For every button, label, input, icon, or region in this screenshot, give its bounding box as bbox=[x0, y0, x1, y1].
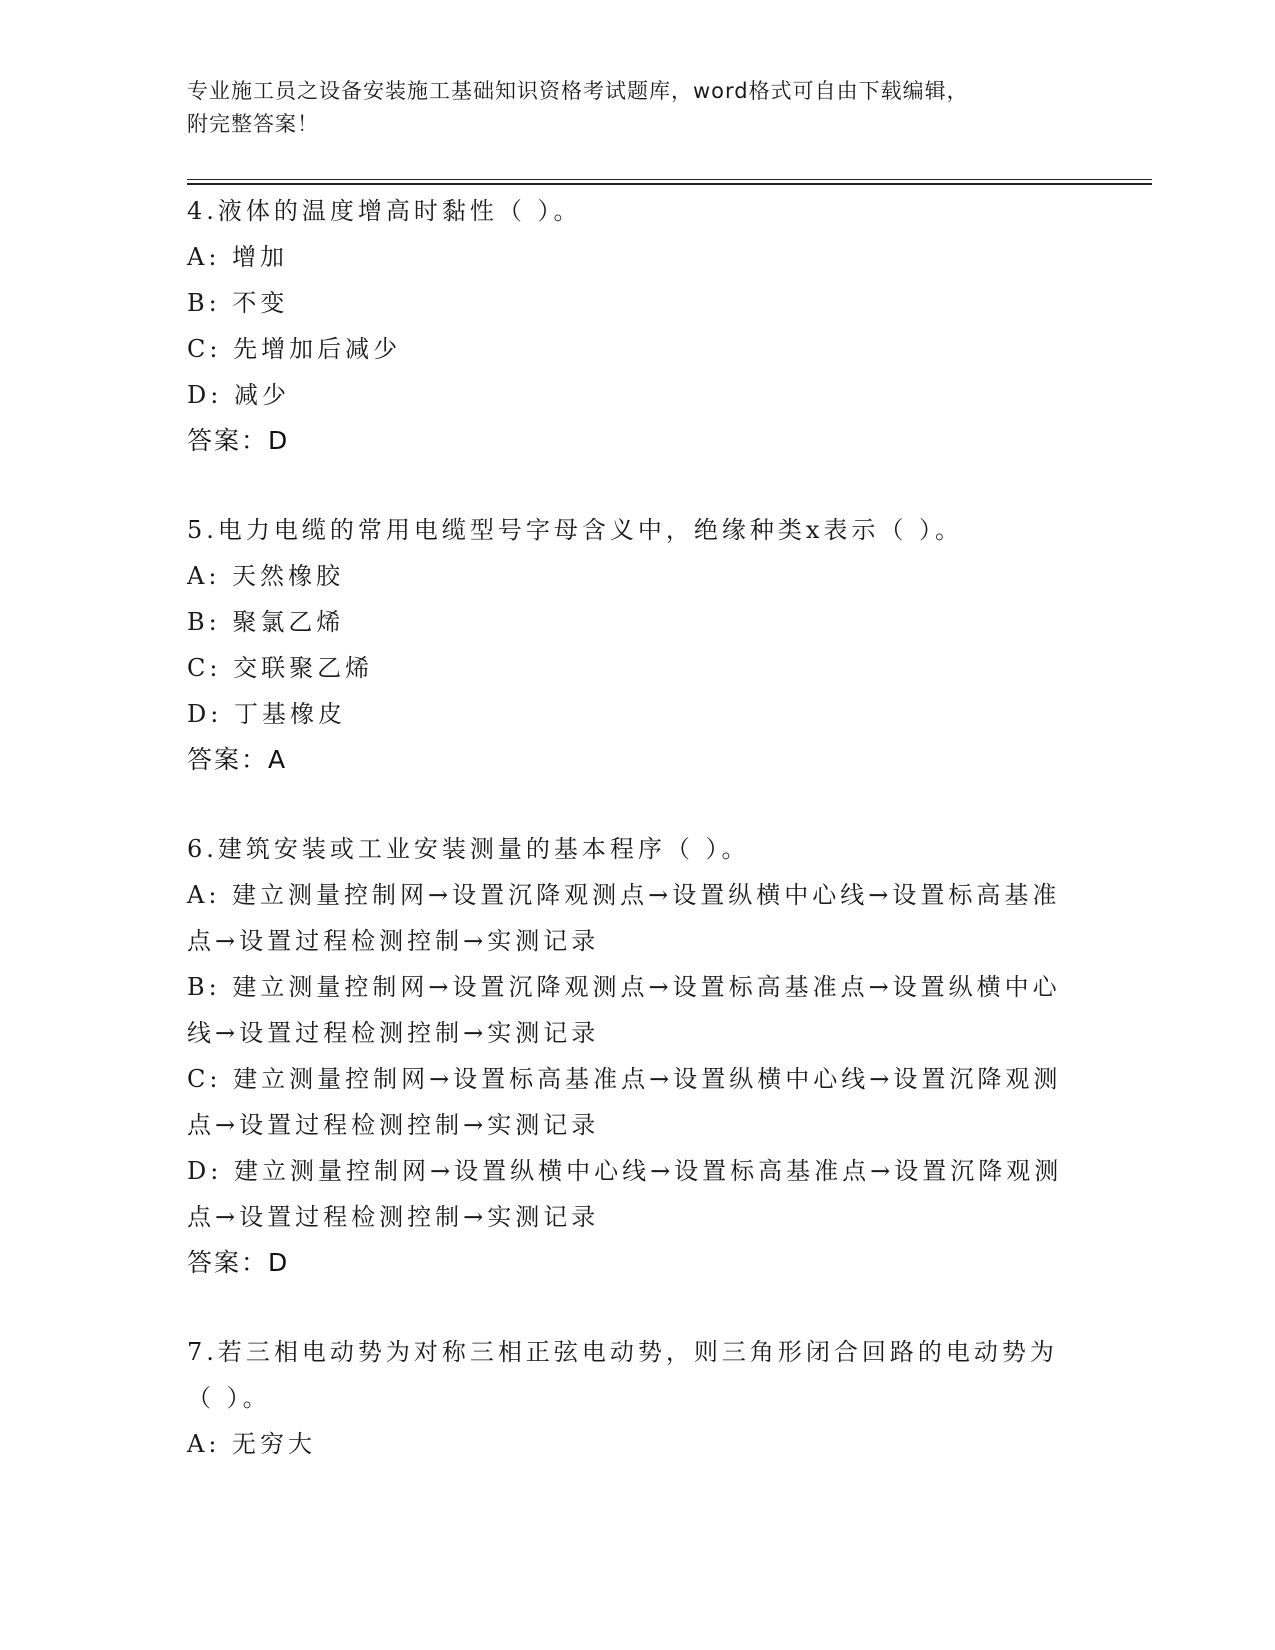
question-stem: 6.建筑安装或工业安装测量的基本程序（ ）。 bbox=[187, 835, 750, 863]
option-d: D: 丁基橡皮 bbox=[187, 700, 346, 728]
option-c: C: 先增加后减少 bbox=[187, 335, 402, 363]
option-c: C: 建立测量控制网→设置标高基准点→设置纵横中心线→设置沉降观测点→设置过程检测控制→实测记录 bbox=[187, 1065, 1062, 1139]
option-b: B: 不变 bbox=[187, 289, 289, 317]
header-divider-thin bbox=[187, 179, 1152, 180]
option-d: D: 建立测量控制网→设置纵横中心线→设置标高基准点→设置沉降观测点→设置过程检测控制→实测记录 bbox=[187, 1157, 1063, 1231]
answer: 答案：D bbox=[187, 426, 290, 455]
answer: 答案：D bbox=[187, 1248, 290, 1277]
question-6 bbox=[187, 826, 1067, 1286]
question-stem: 7.若三相电动势为对称三相正弦电动势，则三角形闭合回路的电动势为（ ）。 bbox=[187, 1338, 1058, 1412]
option-a: A: 天然橡胶 bbox=[187, 562, 345, 590]
answer: 答案：A bbox=[187, 745, 288, 774]
question-7 bbox=[187, 1329, 1067, 1467]
option-d: D: 减少 bbox=[187, 381, 290, 409]
option-a: A: 无穷大 bbox=[187, 1430, 317, 1458]
header-title-line-2: 附完整答案！ bbox=[187, 112, 319, 136]
option-a: A: 建立测量控制网→设置沉降观测点→设置纵横中心线→设置标高基准点→设置过程检测控制→实测记录 bbox=[187, 881, 1061, 955]
document-header bbox=[187, 75, 1107, 141]
header-title-line-1: 专业施工员之设备安装施工基础知识资格考试题库，word格式可自由下载编辑， bbox=[187, 79, 969, 103]
header-divider-thick bbox=[187, 183, 1152, 185]
question-stem: 5.电力电缆的常用电缆型号字母含义中，绝缘种类x表示（ ）。 bbox=[187, 516, 964, 544]
option-c: C: 交联聚乙烯 bbox=[187, 654, 374, 682]
option-b: B: 建立测量控制网→设置沉降观测点→设置标高基准点→设置纵横中心线→设置过程检测控制→实测记录 bbox=[187, 973, 1061, 1047]
question-4 bbox=[187, 188, 1067, 464]
option-a: A: 增加 bbox=[187, 243, 289, 271]
question-5 bbox=[187, 507, 1067, 783]
question-stem: 4.液体的温度增高时黏性（ ）。 bbox=[187, 197, 582, 225]
option-b: B: 聚氯乙烯 bbox=[187, 608, 345, 636]
